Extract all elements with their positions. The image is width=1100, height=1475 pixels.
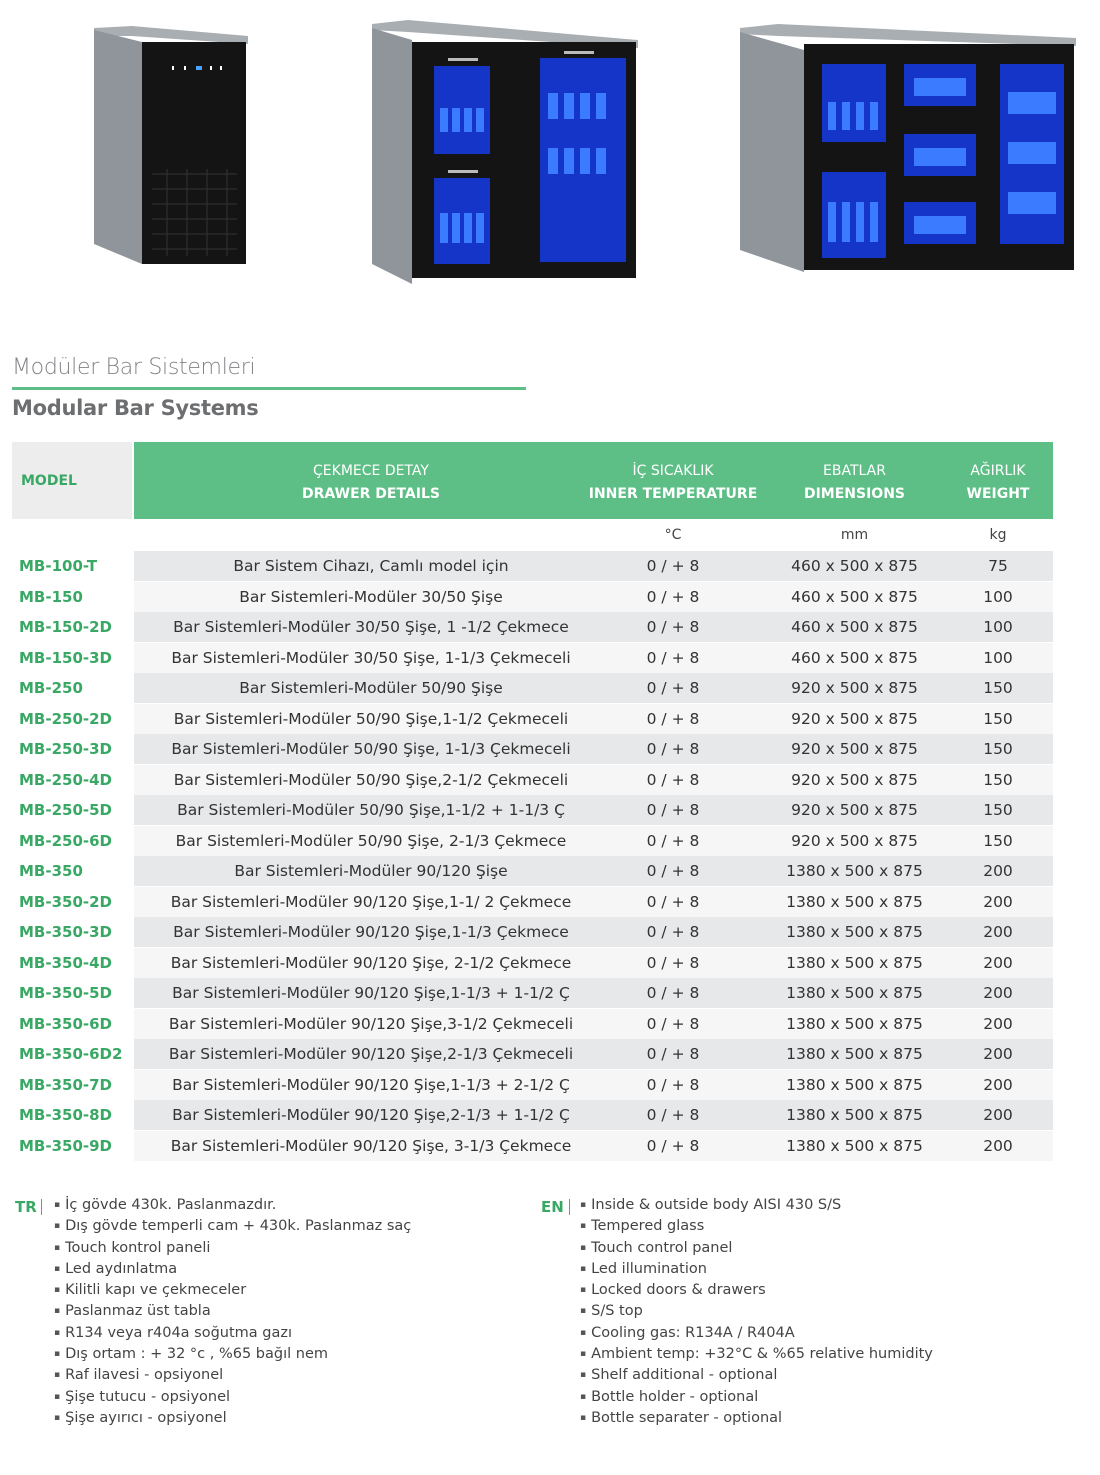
cell-drawer-details: Bar Sistemleri-Modüler 90/120 Şişe,3-1/2 Çekmeceli xyxy=(168,1015,574,1033)
cell-drawer-details: Bar Sistemleri-Modüler 90/120 Şişe, 3-1/3 Çekmece xyxy=(170,1137,572,1155)
feature-item: ▪ Touch kontrol paneli xyxy=(54,1239,411,1260)
cell-inner-temperature: 0 / + 8 xyxy=(646,1106,700,1124)
feature-item: ▪ S/S top xyxy=(580,1302,933,1323)
cell-inner-temperature: 0 / + 8 xyxy=(646,588,700,606)
cell-inner-temperature: 0 / + 8 xyxy=(646,893,700,911)
feature-item: ▪ Şişe ayırıcı - opsiyonel xyxy=(54,1409,411,1430)
cell-drawer-details: Bar Sistemleri-Modüler 90/120 Şişe,1-1/3 + 1-1/2 Ç xyxy=(172,984,570,1002)
cell-weight: 200 xyxy=(983,1137,1013,1155)
header-drawer-en: DRAWER DETAILS xyxy=(302,486,440,502)
cell-dimensions: 1380 x 500 x 875 xyxy=(786,1076,923,1094)
cell-inner-temperature: 0 / + 8 xyxy=(646,1076,700,1094)
features-en-list xyxy=(580,1196,933,1430)
feature-item: ▪ Şişe tutucu - opsiyonel xyxy=(54,1388,411,1409)
table-row xyxy=(12,1131,1053,1161)
table-row xyxy=(12,795,1053,825)
cell-model: MB-150-3D xyxy=(19,649,113,667)
cell-dimensions: 920 x 500 x 875 xyxy=(791,740,918,758)
cell-dimensions: 460 x 500 x 875 xyxy=(791,557,918,575)
header-weight-en: WEIGHT xyxy=(966,486,1030,502)
feature-item: ▪ R134 veya r404a soğutma gazı xyxy=(54,1324,411,1345)
cell-drawer-details: Bar Sistemleri-Modüler 90/120 Şişe,2-1/3 Çekmeceli xyxy=(168,1045,574,1063)
cell-model: MB-350-9D xyxy=(19,1137,113,1155)
cell-model: MB-250-2D xyxy=(19,710,113,728)
feature-item: ▪ Shelf additional - optional xyxy=(580,1366,933,1387)
cell-model: MB-350-2D xyxy=(19,893,113,911)
features-en-separator xyxy=(569,1199,570,1215)
cell-model: MB-350-6D xyxy=(19,1015,113,1033)
cell-weight: 150 xyxy=(983,740,1013,758)
table-row xyxy=(12,551,1053,581)
cell-drawer-details: Bar Sistemleri-Modüler 90/120 Şişe,1-1/ 2 Çekmece xyxy=(170,893,572,911)
cell-dimensions: 920 x 500 x 875 xyxy=(791,771,918,789)
cell-model: MB-350-3D xyxy=(19,923,113,941)
unit-temp: °C xyxy=(664,527,682,543)
header-dimensions xyxy=(782,460,927,506)
cell-drawer-details: Bar Sistemleri-Modüler 30/50 Şişe, 1 -1/2 Çekmece xyxy=(173,618,569,636)
cell-drawer-details: Bar Sistem Cihazı, Camlı model için xyxy=(233,557,509,575)
cell-dimensions: 920 x 500 x 875 xyxy=(791,801,918,819)
cell-inner-temperature: 0 / + 8 xyxy=(646,954,700,972)
table-row xyxy=(12,765,1053,795)
cell-model: MB-250-6D xyxy=(19,832,113,850)
feature-item: ▪ Cooling gas: R134A / R404A xyxy=(580,1324,933,1345)
table-row xyxy=(12,673,1053,703)
cell-weight: 150 xyxy=(983,771,1013,789)
cell-weight: 200 xyxy=(983,984,1013,1002)
cell-model: MB-350-4D xyxy=(19,954,113,972)
unit-weight: kg xyxy=(989,527,1007,543)
table-row xyxy=(12,887,1053,917)
cell-drawer-details: Bar Sistemleri-Modüler 50/90 Şişe, 2-1/3 Çekmece xyxy=(175,832,567,850)
feature-item: ▪ Led aydınlatma xyxy=(54,1260,411,1281)
cell-drawer-details: Bar Sistemleri-Modüler 90/120 Şişe xyxy=(234,862,508,880)
header-drawer-tr: ÇEKMECE DETAY xyxy=(313,463,429,479)
title-divider xyxy=(12,387,526,390)
feature-item: ▪ Inside & outside body AISI 430 S/S xyxy=(580,1196,933,1217)
cell-weight: 100 xyxy=(983,649,1013,667)
table-row xyxy=(12,582,1053,612)
cell-inner-temperature: 0 / + 8 xyxy=(646,649,700,667)
cell-model: MB-350-6D2 xyxy=(19,1045,123,1063)
cell-weight: 100 xyxy=(983,588,1013,606)
cell-inner-temperature: 0 / + 8 xyxy=(646,1045,700,1063)
header-temp-tr: İÇ SICAKLIK xyxy=(632,463,714,479)
cell-model: MB-250 xyxy=(19,679,83,697)
cell-dimensions: 460 x 500 x 875 xyxy=(791,649,918,667)
cell-drawer-details: Bar Sistemleri-Modüler 50/90 Şişe,1-1/2 + 1-1/3 Ç xyxy=(177,801,565,819)
cell-drawer-details: Bar Sistemleri-Modüler 50/90 Şişe,2-1/2 Çekmeceli xyxy=(173,771,569,789)
cell-model: MB-150 xyxy=(19,588,83,606)
cell-weight: 200 xyxy=(983,862,1013,880)
cell-drawer-details: Bar Sistemleri-Modüler 50/90 Şişe xyxy=(239,679,503,697)
page-title-tr: Modüler Bar Sistemleri xyxy=(12,355,256,380)
cell-drawer-details: Bar Sistemleri-Modüler 90/120 Şişe,1-1/3 + 2-1/2 Ç xyxy=(172,1076,570,1094)
table-row xyxy=(12,1100,1053,1130)
table-row xyxy=(12,1009,1053,1039)
header-temp-en: INNER TEMPERATURE xyxy=(588,486,758,502)
cell-dimensions: 460 x 500 x 875 xyxy=(791,588,918,606)
header-dim-en: DIMENSIONS xyxy=(803,486,906,502)
feature-item: ▪ İç gövde 430k. Paslanmazdır. xyxy=(54,1196,411,1217)
cell-weight: 200 xyxy=(983,893,1013,911)
cell-dimensions: 920 x 500 x 875 xyxy=(791,710,918,728)
feature-item: ▪ Bottle separater - optional xyxy=(580,1409,933,1430)
cell-inner-temperature: 0 / + 8 xyxy=(646,557,700,575)
product-image-mb-250 xyxy=(368,18,640,286)
feature-item: ▪ Kilitli kapı ve çekmeceler xyxy=(54,1281,411,1302)
feature-item: ▪ Dış ortam : + 32 °c , %65 bağıl nem xyxy=(54,1345,411,1366)
table-row xyxy=(12,1039,1053,1069)
cell-inner-temperature: 0 / + 8 xyxy=(646,862,700,880)
cell-weight: 150 xyxy=(983,832,1013,850)
feature-item: ▪ Led illumination xyxy=(580,1260,933,1281)
cell-model: MB-100-T xyxy=(19,557,98,575)
cell-dimensions: 1380 x 500 x 875 xyxy=(786,923,923,941)
cell-weight: 200 xyxy=(983,1106,1013,1124)
cell-drawer-details: Bar Sistemleri-Modüler 30/50 Şişe, 1-1/3 Çekmeceli xyxy=(171,649,571,667)
cell-weight: 100 xyxy=(983,618,1013,636)
feature-item: ▪ Paslanmaz üst tabla xyxy=(54,1302,411,1323)
cell-weight: 200 xyxy=(983,1045,1013,1063)
unit-dim: mm xyxy=(840,527,869,543)
cell-drawer-details: Bar Sistemleri-Modüler 90/120 Şişe,1-1/3 Çekmece xyxy=(173,923,569,941)
cell-model: MB-150-2D xyxy=(19,618,113,636)
cell-dimensions: 1380 x 500 x 875 xyxy=(786,1015,923,1033)
cell-dimensions: 1380 x 500 x 875 xyxy=(786,1045,923,1063)
cell-weight: 200 xyxy=(983,923,1013,941)
header-inner-temperature xyxy=(578,460,768,506)
cell-weight: 75 xyxy=(988,557,1008,575)
cell-dimensions: 1380 x 500 x 875 xyxy=(786,1137,923,1155)
header-drawer-details xyxy=(134,460,608,506)
table-row xyxy=(12,704,1053,734)
cell-inner-temperature: 0 / + 8 xyxy=(646,801,700,819)
cell-model: MB-350 xyxy=(19,862,83,880)
cell-drawer-details: Bar Sistemleri-Modüler 30/50 Şişe xyxy=(239,588,503,606)
feature-item: ▪ Locked doors & drawers xyxy=(580,1281,933,1302)
table-row xyxy=(12,734,1053,764)
header-model: MODEL xyxy=(12,442,132,519)
header-dim-tr: EBATLAR xyxy=(823,463,886,479)
feature-item: ▪ Touch control panel xyxy=(580,1239,933,1260)
cell-inner-temperature: 0 / + 8 xyxy=(646,984,700,1002)
cell-inner-temperature: 0 / + 8 xyxy=(646,679,700,697)
cell-model: MB-250-5D xyxy=(19,801,113,819)
table-row xyxy=(12,612,1053,642)
cell-drawer-details: Bar Sistemleri-Modüler 90/120 Şişe,2-1/3 + 1-1/2 Ç xyxy=(172,1106,570,1124)
cell-model: MB-250-4D xyxy=(19,771,113,789)
cell-inner-temperature: 0 / + 8 xyxy=(646,740,700,758)
cell-dimensions: 1380 x 500 x 875 xyxy=(786,893,923,911)
cell-inner-temperature: 0 / + 8 xyxy=(646,1015,700,1033)
feature-item: ▪ Dış gövde temperli cam + 430k. Paslanmaz saç xyxy=(54,1217,411,1238)
cell-weight: 150 xyxy=(983,710,1013,728)
features-en-label: EN xyxy=(541,1198,564,1216)
cell-dimensions: 920 x 500 x 875 xyxy=(791,832,918,850)
feature-item: ▪ Bottle holder - optional xyxy=(580,1388,933,1409)
cell-model: MB-350-5D xyxy=(19,984,113,1002)
cell-inner-temperature: 0 / + 8 xyxy=(646,710,700,728)
table-header xyxy=(12,442,1053,519)
table-row xyxy=(12,1070,1053,1100)
cell-dimensions: 1380 x 500 x 875 xyxy=(786,954,923,972)
cell-inner-temperature: 0 / + 8 xyxy=(646,923,700,941)
cell-dimensions: 1380 x 500 x 875 xyxy=(786,862,923,880)
features-tr-separator xyxy=(41,1199,42,1215)
product-image-mb-100-t xyxy=(92,24,252,266)
cell-weight: 200 xyxy=(983,1076,1013,1094)
cell-dimensions: 460 x 500 x 875 xyxy=(791,618,918,636)
cell-inner-temperature: 0 / + 8 xyxy=(646,832,700,850)
table-row xyxy=(12,826,1053,856)
feature-item: ▪ Raf ilavesi - opsiyonel xyxy=(54,1366,411,1387)
header-weight-tr: AĞIRLIK xyxy=(970,463,1026,479)
cell-drawer-details: Bar Sistemleri-Modüler 50/90 Şişe, 1-1/3 Çekmeceli xyxy=(171,740,571,758)
table-row xyxy=(12,948,1053,978)
cell-dimensions: 920 x 500 x 875 xyxy=(791,679,918,697)
cell-model: MB-350-8D xyxy=(19,1106,113,1124)
table-row xyxy=(12,643,1053,673)
feature-item: ▪ Ambient temp: +32°C & %65 relative humidity xyxy=(580,1345,933,1366)
cell-weight: 200 xyxy=(983,1015,1013,1033)
cell-drawer-details: Bar Sistemleri-Modüler 90/120 Şişe, 2-1/2 Çekmece xyxy=(170,954,572,972)
cell-inner-temperature: 0 / + 8 xyxy=(646,618,700,636)
cell-weight: 150 xyxy=(983,801,1013,819)
page-title-en: Modular Bar Systems xyxy=(12,396,259,420)
cell-drawer-details: Bar Sistemleri-Modüler 50/90 Şişe,1-1/2 Çekmeceli xyxy=(173,710,569,728)
cell-weight: 150 xyxy=(983,679,1013,697)
header-weight xyxy=(957,460,1039,506)
cell-inner-temperature: 0 / + 8 xyxy=(646,1137,700,1155)
cell-dimensions: 1380 x 500 x 875 xyxy=(786,1106,923,1124)
cell-dimensions: 1380 x 500 x 875 xyxy=(786,984,923,1002)
table-row xyxy=(12,917,1053,947)
cell-inner-temperature: 0 / + 8 xyxy=(646,771,700,789)
table-row xyxy=(12,856,1053,886)
cell-weight: 200 xyxy=(983,954,1013,972)
features-tr-label: TR xyxy=(15,1198,37,1216)
feature-item: ▪ Tempered glass xyxy=(580,1217,933,1238)
product-image-mb-350 xyxy=(738,22,1078,274)
table-row xyxy=(12,978,1053,1008)
cell-model: MB-250-3D xyxy=(19,740,113,758)
cell-model: MB-350-7D xyxy=(19,1076,113,1094)
features-tr-list xyxy=(54,1196,411,1430)
